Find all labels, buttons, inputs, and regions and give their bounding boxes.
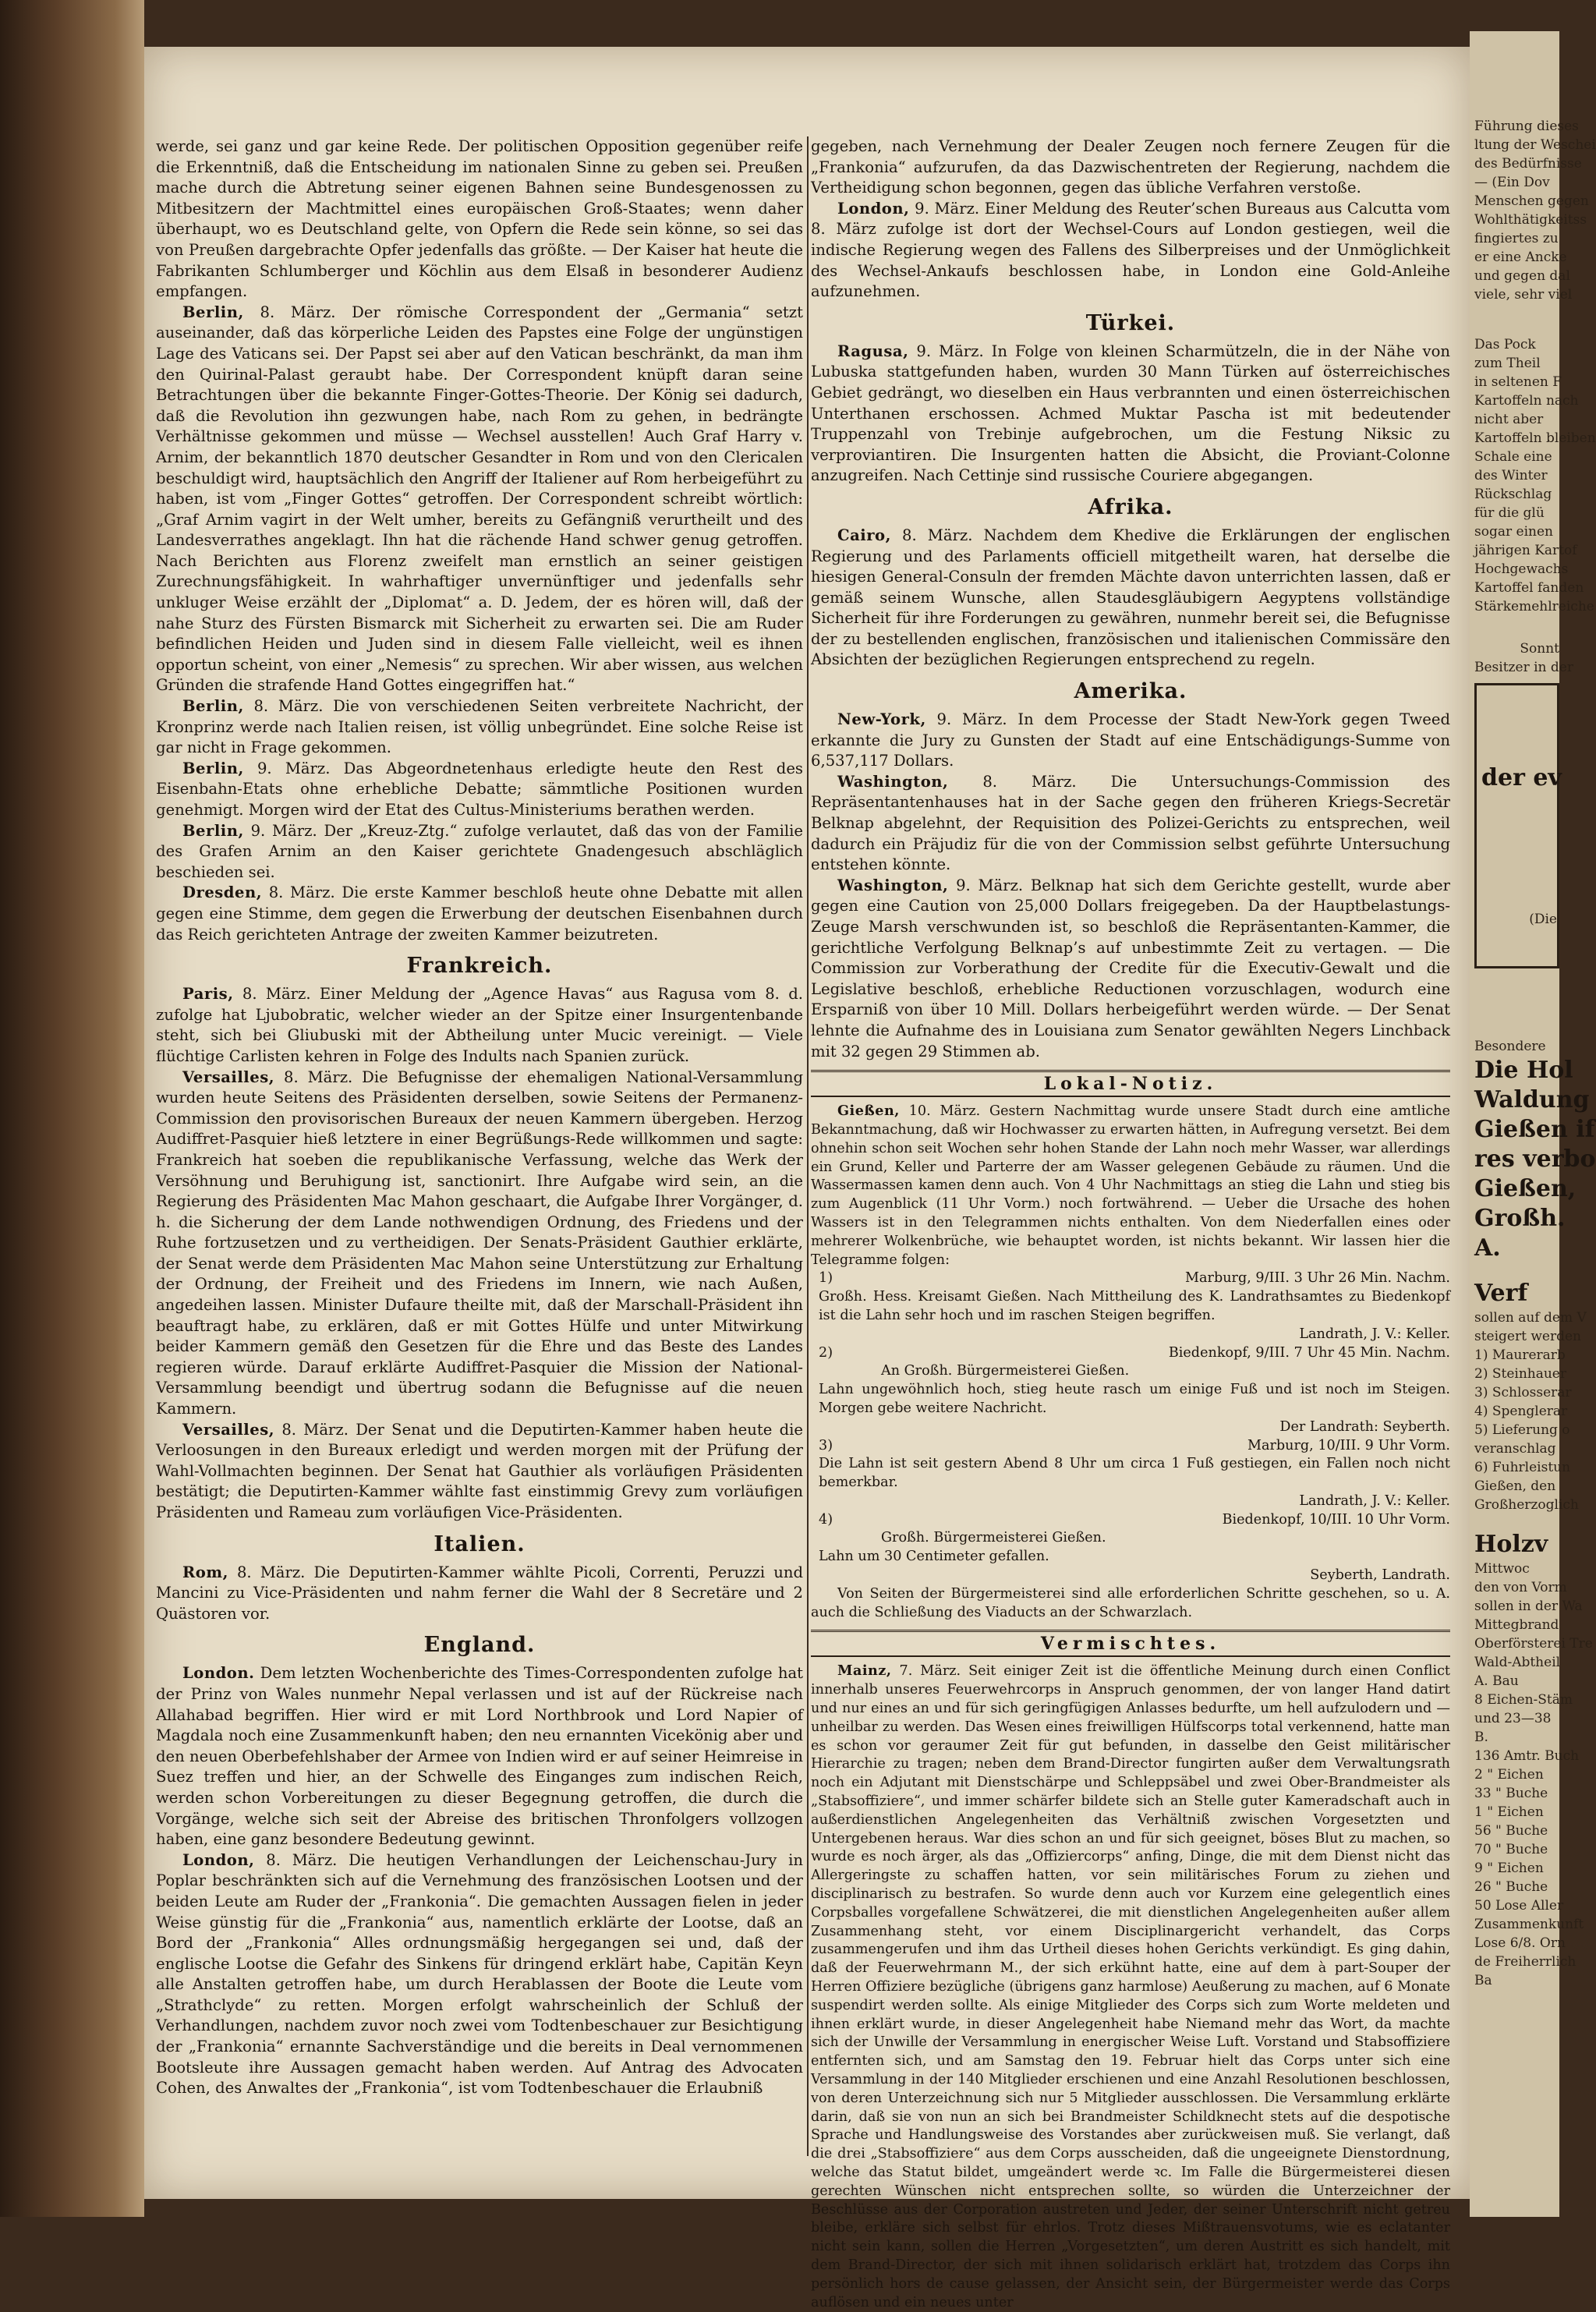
edge-text: 2 " Eichen: [1474, 1767, 1544, 1783]
edge-text: Verf: [1474, 1280, 1528, 1307]
dateline: Cairo,: [837, 526, 891, 544]
section-heading-italien: Italien.: [434, 1531, 526, 1556]
edge-text: Großh.: [1474, 1205, 1566, 1232]
telegram-origin: Biedenkopf, 10/III. 10 Uhr Vorm.: [1222, 1511, 1450, 1528]
edge-text: veranschlag: [1474, 1441, 1556, 1457]
article-text: 8. März. Die Deputirten-Kammer wählte Picoli, Correnti, Peruzzi und Mancini zu Vice-Präsidenten und nahm ferner die Wahl der 8 Secretäre und 2 Quästoren vor.: [156, 1563, 803, 1623]
edge-text: Die Hol: [1474, 1057, 1573, 1084]
edge-text: Führung dieses: [1474, 119, 1579, 134]
telegram-text: Lahn um 30 Centimeter gefallen.: [819, 1549, 1049, 1565]
edge-text: Gießen, den: [1474, 1478, 1556, 1494]
dateline: London,: [182, 1850, 255, 1869]
edge-text: 26 " Buche: [1474, 1879, 1548, 1895]
article-dresden: [156, 883, 803, 945]
telegram-header: [819, 1269, 1450, 1288]
edge-text: des Winter: [1474, 468, 1548, 483]
adjacent-page-edge: [1470, 31, 1596, 2217]
section-heading-amerika: Amerika.: [1074, 679, 1187, 704]
section-heading-tuerkei: Türkei.: [1085, 310, 1176, 335]
article-text: 8. März. Die Untersuchungs-Commission des Repräsentantenhauses hat in der Sache gegen den früheren Kriegs-Secretär Belknap abgelehnt, der Requisition des Polizei-Gerichts zu entsprechen, weil dadurch ein Präjudiz für die von der Commission selbst geführte Untersuchung entstehen könnte.: [811, 772, 1450, 874]
edge-text: Kartoffeln nach: [1474, 393, 1579, 409]
dateline: Berlin,: [182, 303, 244, 321]
dateline: Rom,: [182, 1563, 228, 1581]
section-heading-afrika: Afrika.: [1088, 494, 1173, 519]
telegram-number: 4): [819, 1511, 833, 1528]
article-paris: [156, 984, 803, 1067]
edge-text: Besitzer in der: [1474, 660, 1573, 675]
edge-text: zum Theil: [1474, 356, 1541, 371]
edge-text: Kartoffel fanden: [1474, 580, 1584, 596]
article-berlin-1: [156, 303, 803, 696]
edge-text: — (Ein Dov: [1474, 175, 1550, 190]
telegram-text: Die Lahn ist seit gestern Abend 8 Uhr um circa 1 Fuß gestiegen, ein Fallen noch nicht bemerkbar.: [819, 1456, 1450, 1491]
dateline: Versailles,: [182, 1420, 275, 1439]
telegram-1: [811, 1269, 1450, 1344]
telegram-3: [811, 1437, 1450, 1511]
edge-text: 3) Schlosserar: [1474, 1385, 1572, 1400]
edge-text: Wald-Abtheil: [1474, 1655, 1561, 1670]
article-text: 9. März. Der „Kreuz-Ztg.“ zufolge verlautet, daß das von der Familie des Grafen Arnim an den Kaiser gerichtete Gnadengesuch abschläglich beschieden sei.: [156, 821, 804, 881]
article-text: 8. März. Einer Meldung der „Agence Havas“ aus Ragusa vom 8. d. zufolge hat Ljubobratic, welcher wieder an der Spitze einer Insurgentenbande steht, sich bei Gliubuski mit der Abtheilung unter Muсіc vereinigt. — Viele flüchtige Carlisten kehren in Folge des Indults nach Spanien zurück.: [156, 985, 803, 1065]
edge-text: Ba: [1474, 1973, 1492, 1988]
column-rule: [807, 136, 809, 2156]
article-text: 8. März. Der römische Correspondent der „Germania“ setzt auseinander, daß das körperliche Leiden des Papstes eine Folge der ungünstigen Lage des Vaticans sei. Der Papst sei aber auf den Vatican beschränkt, da man ihm den Quirinal-Palast geraubt habe. Der Correspondent knüpft daran seine Betrachtungen über die bekannte Finger-Gottes-Theorie. Der König sei dadurch, daß die Revolution ihn gezwungen habe, nach Rom zu gehen, in bedrängte Verhältnisse gekommen und müsse — Wechsel ausstellen! Auch Graf Harry v. Arnim, der bekanntlich 1870 deutscher Gesandter in Rom und von den Clericalen beschuldigt wird, hauptsächlich den Angriff der Italiener auf Rom herbeigeführt zu haben, ist vom „Finger Gottes“ getroffen. Der Correspondent schreibt wörtlich: „Graf Arnim vagirt in der Welt umher, bereits zu Gefängniß verurtheilt und des Landesverrathes angeklagt. Ihn hat die rächende Hand schwer genug getroffen. Nach Berichten aus Florenz zweifelt man ernstlich an seiner geistigen Zurechnungsfähigkeit. In wahrhaftiger unvernünftiger und jedenfalls sehr unkluger Weise erzählt der „Diplomat“ a. D. Jedem, der es hören will, daß der nahe Sturz des Fürsten Bismarck mit Sicherheit zu erwarten sei. Die am Ruder befindlichen Heiden und Juden sind in diesem Falle vielleicht, weil es ihnen opportun scheint, von einer „Nemesis“ zu sprechen. Wir aber wissen, aus welchen Gründen die strafende Hand Gottes eingegriffen hat.“: [156, 303, 803, 695]
edge-text: Rückschlag: [1474, 487, 1552, 502]
article-versailles-1: [156, 1067, 803, 1420]
dateline: Gießen,: [837, 1103, 900, 1120]
edge-text: jährigen Kartof: [1474, 543, 1577, 558]
edge-text: Sonnt: [1520, 641, 1559, 657]
article-text: 8. März. Die Befugnisse der ehemaligen National-Versammlung wurden heute Seitens des Präsidenten derselben, sowie Seitens der Permanenz-Commission den provisorischen Bureaux der neuen Kammern übergeben. Herzog Audiffret-Pasquier hieß letztere in einer Begrüßungs-Rede willkommen und sagte: Frankreich hat soeben die republikanische Verfassung, welche das Werk der Versöhnung und Beruhigung ist, sanctionirt. Ihre Aufgabe wird sein, an die Regierung des Präsidenten Mac Mahon geschaart, die Aufgabe Ihrer Vorgänger, d. h. die Sicherung der dem Lande nothwendigen Ordnung, des Friedens und der Ruhe fortzusetzen und zu vertheidigen. Der Senats-Präsident Gauthier erklärte, der Senat werde dem Präsidenten Mac Mahon seine Unterstützung zur Erhaltung der Ordnung, der Freiheit und des Friedens im Innern, wie nach Außen, angedeihen lassen. Minister Dufaure theilte mit, daß der Marschall-Präsident ihn beauftragt habe, zu erklären, daß er mit Gottes Hülfe und unter Mitwirkung beider Kammern gemäß den Gesetzen für die Ehre und das Beste des Landes regieren würde. Darauf erklärte Audiffret-Pasquier die Mission der National-Versammlung beendigt und übertrug sodann die Befugnisse auf die neuen Kammern.: [156, 1067, 803, 1418]
edge-text: 9 " Eichen: [1474, 1861, 1544, 1876]
article-giessen: [811, 1102, 1450, 1269]
edge-text: 70 " Buche: [1474, 1842, 1548, 1857]
article-ragusa: [811, 342, 1450, 487]
telegram-signature: Landrath, J. V.: Keller.: [1299, 1326, 1450, 1342]
dateline: Versailles,: [182, 1067, 275, 1086]
article-london-3: [811, 199, 1450, 303]
dateline: Dresden,: [182, 883, 263, 902]
edge-text: 56 " Buche: [1474, 1823, 1548, 1839]
article-text: 8. März. Die von verschiedenen Seiten verbreitete Nachricht, der Kronprinz werde nach Italien reisen, ist völlig unbegründet. Eine solche Reise ist gar nicht in Frage gekommen.: [156, 697, 803, 757]
local-news-closing: Von Seiten der Bürgermeisterei sind alle erforderlichen Schritte geschehen, so u. A. auch die Schließung des Viaducts an der Schwarzlach.: [811, 1585, 1450, 1620]
edge-text: Holzv: [1474, 1531, 1548, 1558]
edge-advert-box: [1474, 683, 1562, 968]
telegram-number: 1): [819, 1270, 833, 1287]
edge-text: fingiertes zu: [1474, 231, 1559, 246]
edge-text: (Die: [1529, 912, 1557, 927]
paragraph-continuation: werde, sei ganz und gar keine Rede. Der politischen Opposition gegenüber reife die Erkenntniß, daß die Entscheidung im nationalen Sinne zu geben sei. Preußen mache durch die Abtretung seiner eigenen Bahnen seine Bundesgenossen zu Mitbesitzern der Machtmittel eines europäischen Groß-Staates; wenn daher überhaupt, wo es Deutschland gelte, von Opfern die Rede sein könne, so sei das von Preußen dargebrachte Opfer jedenfalls das größte. — Der Kaiser hat heute die Fabrikanten Schlumberger und Köchlin aus dem Elsaß in besonderer Audienz empfangen.: [156, 137, 803, 301]
dateline: London,: [837, 199, 910, 218]
edge-text: er eine Ancke: [1474, 250, 1567, 265]
edge-text: 33 " Buche: [1474, 1786, 1548, 1801]
edge-text: Mittegbrand: [1474, 1617, 1559, 1633]
edge-text: 136 Amtr. Buch: [1474, 1748, 1580, 1764]
paragraph-continuation: gegeben, nach Vernehmung der Dealer Zeugen noch fernere Zeugen für die „Frankonia“ aufzurufen, da das Dazwischentreten der Regierung, nachdem die Vertheidigung schon begonnen, gegen das übliche Verfahren verstoße.: [811, 137, 1450, 197]
edge-text: steigert werden: [1474, 1329, 1581, 1344]
telegram-origin: Marburg, 9/III. 3 Uhr 26 Min. Nachm.: [1185, 1270, 1450, 1287]
telegram-origin: Biedenkopf, 9/III. 7 Uhr 45 Min. Nachm.: [1168, 1344, 1450, 1361]
telegram-text: Nach Mittheilung des K. Landrathsamtes zu Biedenkopf ist die Lahn sehr hoch und im raschen Steigen begriffen.: [819, 1289, 1450, 1323]
telegram-header: [819, 1344, 1450, 1363]
edge-text: sogar einen: [1474, 524, 1553, 540]
dateline: Berlin,: [182, 697, 244, 716]
section-heading-england: England.: [423, 1633, 536, 1658]
edge-text: des Bedürfnisse: [1474, 156, 1582, 172]
dateline: Ragusa,: [837, 342, 909, 360]
article-berlin-4: [156, 821, 803, 883]
telegram-signature: Der Landrath: Seyberth.: [1279, 1418, 1450, 1435]
telegram-number: 3): [819, 1437, 833, 1453]
edge-text: 5) Lieferung o: [1474, 1422, 1570, 1438]
article-text: 8. März. Nachdem dem Khedive die Erklärungen der englischen Regierung und des Parlaments officiell mitgetheilt waren, hat derselbe die hiesigen General-Consuln der fremden Mächte davon unterrichten lassen, daß er gemäß seinem Wunsche, allen Staudesgläubigern Aegyptens vollständige Sicherheit für ihre Forderungen zu gewähren, nunmehr bereit sei, die Befugnisse der zu bestellenden englischen, französischen und italienischen Commissäre den Absichten der bezüglichen Regierungen entsprechend zu regeln.: [811, 526, 1451, 669]
article-london-2: [156, 1850, 803, 2099]
telegram-header: [819, 1437, 1450, 1456]
dateline: New-York,: [837, 710, 926, 729]
article-cairo: [811, 526, 1450, 671]
left-column: [156, 136, 803, 2164]
article-new-york: [811, 710, 1450, 772]
section-heading-lokal-notiz: Lokal-Notiz.: [811, 1070, 1450, 1097]
telegram-recipient: Großh. Bürgermeisterei Gießen.: [881, 1530, 1106, 1546]
article-text: 8. März. Die erste Kammer beschloß heute ohne Debatte mit allen gegen eine Stimme, dem gegen die Erwerbung der deutschen Eisenbahnen durch das Reich gerichteten Antrage der zweiten Kammer beizutreten.: [156, 883, 803, 944]
dateline: Berlin,: [182, 759, 244, 777]
edge-text: Stärkemehlreiche: [1474, 599, 1594, 614]
edge-text: 50 Lose Aller: [1474, 1898, 1564, 1914]
telegram-origin: Marburg, 10/III. 9 Uhr Vorm.: [1247, 1437, 1450, 1453]
telegram-4: [811, 1511, 1450, 1585]
edge-text: Wohlthätigkeitss: [1474, 212, 1587, 228]
article-text: 9. März. Einer Meldung des Reuter’schen Bureaus aus Calcutta vom 8. März zufolge ist dort der Wechsel-Cours auf London gestiegen, weil die indische Regierung wegen des Fallens des Silberpreises und der Unmöglichkeit des Wechsel-Ankaufs beschlossen habe, in London eine Gold-Anleihe aufzunehmen.: [811, 199, 1451, 301]
edge-text: sollen auf dem V: [1474, 1310, 1587, 1326]
edge-text: 1 " Eichen: [1474, 1804, 1544, 1820]
edge-text: 4) Spenglerar: [1474, 1404, 1568, 1419]
miscellaneous-block: [811, 1662, 1450, 2312]
edge-text: 8 Eichen-Stäm: [1474, 1692, 1573, 1708]
edge-text: Großherzoglich: [1474, 1497, 1579, 1513]
edge-text: Besondere: [1474, 1039, 1546, 1054]
edge-text: Kartoffeln bleiben: [1474, 430, 1596, 446]
article-text: 9. März. Belknap hat sich dem Gerichte gestellt, wurde aber gegen eine Caution von 25,000 Dollars freigegeben. Da der Hauptbelastungs-Zeuge Marsh verschwunden ist, so beschloß die Repräsentanten-Kammer, die gerichtliche Verfolgung Belknap’s auf unbestimmte Zeit zu vertagen. — Die Commission zur Vorberathung der Credite für die Executiv-Gewalt und die Legislative beschloß, erhebliche Reductionen vorzuschlagen, wodurch eine Ersparniß von über 10 Mill. Dollars herbeigeführt werden würde. — Der Senat lehnte die Aufnahme des in Louisiana zum Senator gewählten Negers Linchback mit 32 gegen 29 Stimmen ab.: [811, 876, 1450, 1060]
article-berlin-2: [156, 696, 803, 759]
article-rom: [156, 1563, 803, 1625]
edge-text: Lose 6/8. Orn: [1474, 1935, 1566, 1951]
edge-text: Menschen gegen: [1474, 193, 1589, 209]
edge-text: B.: [1474, 1730, 1488, 1745]
telegram-2: [811, 1344, 1450, 1437]
telegram-recipient: An Großh. Bürgermeisterei Gießen.: [881, 1363, 1130, 1379]
edge-text: Gießen,: [1474, 1175, 1577, 1202]
edge-text: de Freiherrlich: [1474, 1954, 1577, 1970]
telegram-signature: Seyberth, Landrath.: [1310, 1567, 1450, 1584]
edge-text: res verbo: [1474, 1145, 1596, 1173]
article-text: Dem letzten Wochenberichte des Times-Correspondenten zufolge hat der Prinz von Wales nunmehr Nepal verlassen und ist auf der Rückreise nach Allahabad begriffen. Hier wird er mit Lord Northbrook und Lord Napier of Magdala noch eine Zusammenkunft haben; den neu ernannten Vicekönig aber und den neuen Oberbefehlshaber der Armee von Indien wird er auf seiner Heimreise in Suez treffen und hier, an der Schwelle des Einganges zum indischen Reich, werden schon Vorbereitungen zu dieser Begegnung getroffen, die durch die Vorgänge, welche sich seit der Abreise des britischen Thronfolgers vollzogen haben, eine ganz besondere Bedeutung gewinnt.: [156, 1664, 804, 1849]
telegram-text: Lahn ungewöhnlich hoch, stieg heute rasch um einige Fuß und ist noch im Steigen. Morgen gebe weitere Nachricht.: [819, 1382, 1450, 1416]
edge-text: Waldung: [1474, 1086, 1590, 1114]
article-text: 9. März. Das Abgeordnetenhaus erledigte heute den Rest des Eisenbahn-Etats ohne erhebliche Debatte; sämmtliche Positionen wurden genehmigt. Morgen wird der Etat des Cultus-Ministeriums berathen werden.: [156, 759, 803, 819]
edge-text: A. Bau: [1474, 1673, 1519, 1689]
edge-text: für die glü: [1474, 505, 1545, 521]
article-washington-1: [811, 772, 1450, 876]
dateline: London.: [182, 1664, 255, 1683]
article-text: 10. März. Gestern Nachmittag wurde unsere Stadt durch eine amtliche Bekanntmachung, daß wir Hochwasser zu erwarten hätten, in Aufregung versetzt. Bei dem ohnehin schon seit Wochen sehr hohen Stande der Lahn noch mehr Wasser, war allerdings ein Grund, Keller und Parterre der am Wasser gelegenen Gebäude zu räumen. Und die Wassermassen kamen denn auch. Von 4 Uhr Nachmittags an stieg die Lahn und stieg bis zum Augenblick (11 Uhr Vorm.) noch fortwährend. — Ueber die Ursache des hohen Wassers ist in den Telegrammen nichts enthalten. Von dem Niederfallen eines oder mehrerer Wolkenbrüche, wie behauptet worden, ist nichts bekannt. Wir lassen hier die Telegramme folgen:: [811, 1103, 1450, 1268]
telegram-recipient: Großh. Hess. Kreisamt Gießen. Nach Mittheilung des K. Landrathsamtes zu Biedenkopf ist die Lahn sehr hoch und im raschen Steigen begriffen.: [819, 1289, 1450, 1323]
article-text: 9. März. In dem Processe der Stadt New-York gegen Tweed erkannte die Jury zu Gunsten der Stadt auf eine Entschädigungs-Summe von 6,537,117 Dollars.: [811, 710, 1451, 770]
edge-text: ltung der Weschei: [1474, 137, 1596, 153]
telegram-number: 2): [819, 1344, 833, 1361]
article-text: 9. März. In Folge von kleinen Scharmützeln, die in der Nähe von Lubuska stattgefunden haben, wurden 30 Mann Türken auf österreichisches Gebiet gedrängt, wo dieselben ein Haus verbrannten und einen österreichischen Unterthanen erschossen. Achmed Muktar Pascha ist mit bedeutender Truppenzahl von Trebinje aufgebrochen, um die Festung Niksic zu verproviantiren. Die Insurgenten hatten die Absicht, die Proviant-Colonne anzugreifen. Nach Cettinje sind russische Couriere abgegangen.: [811, 342, 1451, 485]
article-text: 8. März. Die heutigen Verhandlungen der Leichenschau-Jury in Poplar beschränkten sich auf die Vernehmung des französischen Lootsen und der beiden Leute am Ruder der „Frankonia“. Die gemachten Aussagen fielen in jeder Weise günstig für die „Frankonia“ aus, namentlich erklärte der Lootse, daß an Bord der „Frankonia“ Alles ordnungsmäßig hergegangen sei und, daß der englische Lootse die Gefahr des Sinkens für dringend erklärt habe, Capitän Keyn alle Anstalten getroffen habe, um durch Herablassen der Boote die Leute vom „Strathclyde“ zu retten. Morgen erfolgt wahrscheinlich der Schluß der Verhandlungen, nachdem zuvor noch zwei vom Todtenbeschauer zur Besichtigung der „Frankonia“ ernannte Sachverständige und die bereits in Deal vernommenen Bootsleute ihre Aussagen gemacht haben werden. Auf Antrag des Advocaten Cohen, des Anwaltes der „Frankonia“, ist vom Todtenbeschauer die Erlaubniß: [156, 1850, 803, 2098]
book-spine: [0, 0, 144, 2217]
edge-text: sollen in der Wa: [1474, 1599, 1583, 1614]
edge-text: und gegen dal: [1474, 268, 1570, 284]
edge-text: A.: [1474, 1234, 1501, 1262]
edge-text: Hochgewachs: [1474, 561, 1569, 577]
edge-text: den von Vorm: [1474, 1580, 1567, 1595]
edge-text: viele, sehr viel: [1474, 287, 1573, 303]
edge-text: 6) Fuhrleistun: [1474, 1460, 1571, 1475]
dateline: Washington,: [837, 876, 949, 894]
dateline: Paris,: [182, 985, 234, 1004]
article-text: 8. März. Der Senat und die Deputirten-Kammer haben heute die Verloosungen in den Bureaux erledigt und werden morgen mit der Prüfung der Wahl-Vollmachten beginnen. Der Senat hat Gauthier als vorläufigen Präsidenten bestätigt; die Deputirten-Kammer wählte fast einstimmig Grevy zum vorläufigen Präsidenten und Rameau zum vorläufigen Vice-Präsidenten.: [156, 1420, 803, 1521]
edge-text: Schale eine: [1474, 449, 1552, 465]
telegram-header: [819, 1511, 1450, 1530]
dateline: Berlin,: [182, 821, 244, 840]
edge-text: 1) Maurerarb: [1474, 1347, 1566, 1363]
local-news-block: [811, 1102, 1450, 1622]
edge-text: Oberförsterei Tre: [1474, 1636, 1593, 1652]
section-heading-frankreich: Frankreich.: [406, 954, 553, 979]
dateline: Washington,: [837, 772, 949, 791]
edge-text: Mittwoc: [1474, 1561, 1530, 1577]
right-column: [811, 136, 1451, 2310]
dateline: Mainz,: [837, 1662, 892, 1680]
section-heading-vermischtes: Vermischtes.: [811, 1630, 1450, 1657]
article-versailles-2: [156, 1420, 803, 1524]
edge-text: und 23—38: [1474, 1711, 1552, 1726]
article-washington-2: [811, 876, 1450, 1062]
edge-text: in seltenen F: [1474, 374, 1562, 390]
article-text: 7. März. Seit einiger Zeit ist die öffentliche Meinung durch einen Conflict innerhalb unseres Feuerwehrcorps in Anspruch genommen, der von langer Hand datirt und nur eines an und für sich geringfügigen Anlasses bedurfte, um hell aufzulodern und — unheilbar zu werden. Das Wesen eines freiwilligen Hülfscorps total verkennend, hatte man es schon vor geraumer Zeit für gut befunden, in dasselbe den Geist militärischer Hierarchie zu tragen; neben dem Brand-Director fungirten außer dem Verwaltungsrath noch ein Adjutant mit Dienstschärpe und Schleppsäbel und zwei Ober-Brandmeister als „Stabsoffiziere“, und immer schärfer bildete sich an Stelle guter Kameradschaft auch in außerdienstlichen Angelegenheiten das Verhältniß zwischen Vorgesetzten und Untergebenen heraus. War dies schon an und für sich geeignet, böses Blut zu machen, so wurde es noch ärger, als das „Offiziercorps“ anfing, Dinge, die mit dem Dienst nicht das Allergeringste zu schaffen hatten, vor sein militärisches Forum zu ziehen und disciplinarisch zu bestrafen. So wurde denn auch vor Kurzem eine gelegentlich eines Corpsballes vorgefallene Schwätzerei, die mit dienstlichen Angelegenheiten außer allem Zusammenhang steht, vor einem Disciplinargericht verhandelt, das Corps zusammengerufen und ihm das Urtheil dieses hohen Gerichts verkündigt. Es ging dahin, daß der Feuerwehrmann M., der sich erkühnt hatte, eine auf dem à part-Souper der Herren Offiziere bezügliche (übrigens ganz harmlose) Aeußerung zu machen, auf 6 Monate suspendirt werden sollte. Als einige Mitglieder des Corps sich zum Worte meldeten und ihnen erklärt wurde, in dieser Angelegenheit habe Niemand mehr das Wort, da machte sich der Unwille der Versammlung in energischer Weise Luft. Vorstand und Stabsoffiziere entfernten sich, und am Samstag den 19. Februar hielt das Corps unter sich eine Versammlung in der 140 Mitglieder erschienen und eine Anzahl Resolutionen beschlossen, von deren Unterzeichnung sich nur 5 Mitglieder ausschlossen. Die Versammlung erklärte darin, daß sie von nun an sich bei Brandmeister Schildknecht stets auf die despotische Sprache und Handlungsweise des Vorstandes aber zurückweisen muß. Sie verlangt, daß die drei „Stabsoffiziere“ aus dem Corps ausscheiden, daß die ungeeignete Dienstordnung, welche das Statut bildet, umgeändert werde ꝛc. Im Falle die Bürgermeisterei diesen gerechten Wünschen nicht entsprechen sollte, so würden die Unterzeichner der Beschlüsse aus der Corporation austreten und Jeder, der seiner Unterschrift nicht getreu bleibe, erkläre sich selbst für ehrlos. Trotz dieses Mißtrauensvotums, wie es eclatanter nicht sein kann, sollen die Herren „Vorgesetzten“, um deren Austritt es sich handelt, mit dem Brand-Director, der sich mit ihnen solidarisch erklärt hat, trotzdem das Corps ihn persönlich hors de cause gelassen, der Ansicht sein, der Bürgermeister werde das Corps auflösen und ein neues unter: [811, 1663, 1450, 2310]
edge-text: Das Pock: [1474, 337, 1536, 352]
edge-text: der ev: [1481, 764, 1562, 791]
edge-text: nicht aber: [1474, 412, 1544, 427]
article-mainz: [811, 1662, 1450, 2312]
edge-text: Zusammenkunft: [1474, 1917, 1584, 1932]
edge-text: Gießen if: [1474, 1116, 1595, 1143]
edge-text: 2) Steinhauer: [1474, 1366, 1566, 1382]
article-berlin-3: [156, 759, 803, 821]
telegram-signature: Landrath, J. V.: Keller.: [1299, 1492, 1450, 1509]
article-london-1: [156, 1663, 803, 1850]
